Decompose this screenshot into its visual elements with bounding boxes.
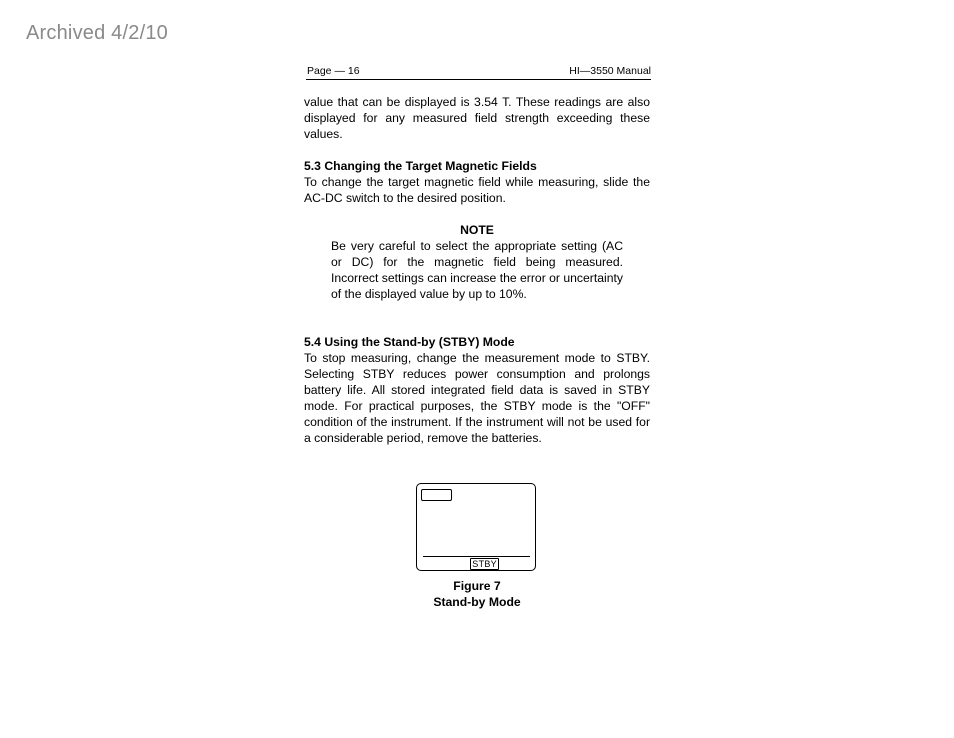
- section-5-4-body: To stop measuring, change the measurement mode to STBY. Selecting STBY reduces power consumption and prolongs battery life. All stored integrated field data is saved in STBY mode. For practical purposes, the STBY mode is the "OFF" condition of the instrument. If the instrument will not be used for a considerable period, remove the batteries.: [304, 351, 650, 445]
- stby-indicator: STBY: [472, 559, 497, 569]
- manual-title: HI—3550 Manual: [569, 65, 651, 77]
- section-5-3-body: To change the target magnetic field while measuring, slide the AC-DC switch to the desired position.: [304, 175, 650, 205]
- page-header: [306, 65, 651, 80]
- note-body: Be very careful to select the appropriate setting (AC or DC) for the magnetic field being measured. Incorrect settings can increase the error or uncertainty of the displayed value by up to 10%.: [331, 239, 623, 301]
- section-5-4-heading: 5.4 Using the Stand-by (STBY) Mode: [304, 335, 515, 349]
- lcd-divider-line: [423, 556, 530, 557]
- note-title: NOTE: [460, 223, 494, 237]
- figure-caption-number: Figure 7: [453, 579, 501, 593]
- lcd-indicator-box: [421, 489, 452, 501]
- section-5-3-heading: 5.3 Changing the Target Magnetic Fields: [304, 159, 537, 173]
- lcd-display-figure: [416, 483, 536, 571]
- figure-caption-title: Stand-by Mode: [433, 595, 521, 609]
- intro-paragraph: value that can be displayed is 3.54 T. These readings are also displayed for any measured field strength exceeding these values.: [304, 95, 650, 141]
- archived-watermark: Archived 4/2/10: [26, 22, 168, 44]
- page-number: Page — 16: [307, 65, 360, 77]
